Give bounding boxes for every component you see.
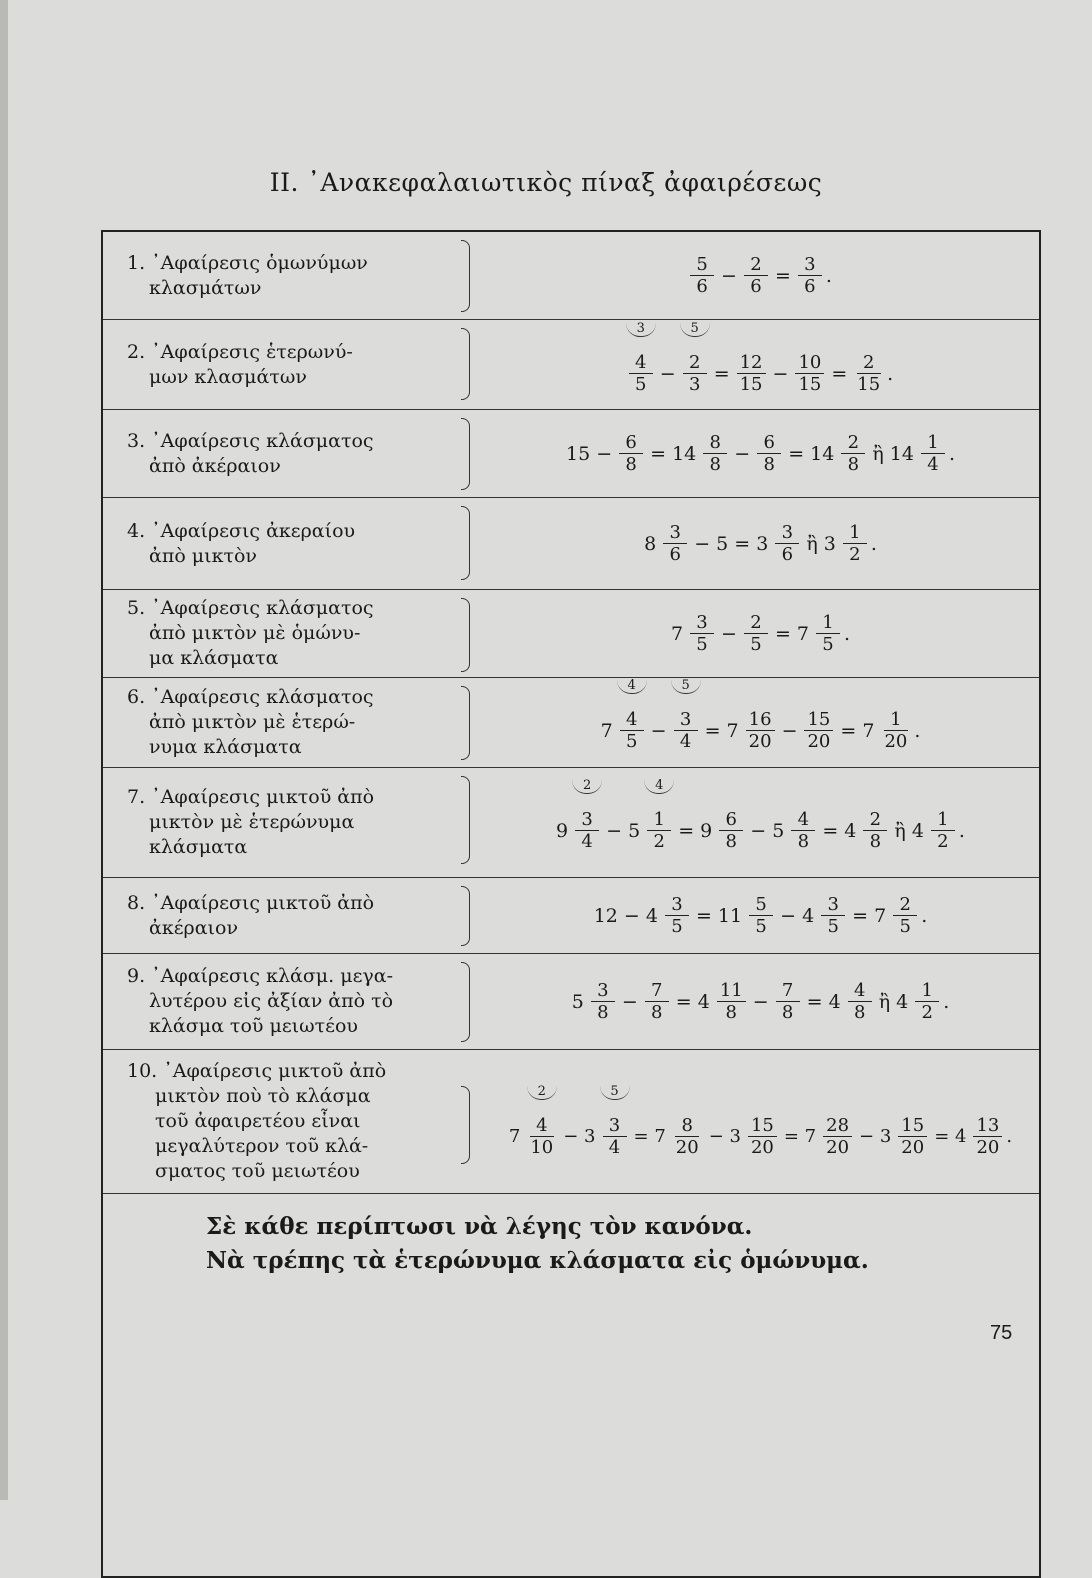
- fraction: $\frac{2}{5}$: [893, 894, 917, 937]
- fraction: $\frac{3}{5}$: [821, 894, 845, 937]
- label-line: νυμα κλάσματα: [149, 736, 302, 758]
- amplifier-mark: 5: [600, 1085, 630, 1100]
- fraction: 2 3 4: [575, 809, 599, 852]
- fraction: $\frac{1}{2}$: [915, 980, 939, 1023]
- fraction: 5 2 3: [683, 352, 707, 395]
- amplifier-mark: 2: [572, 779, 602, 794]
- amplifier-mark: 2: [527, 1085, 557, 1100]
- table-row: [103, 320, 1039, 410]
- row-expression: 9 2 3 4 − 5 4 1 2 = 9 $\frac{6}{8}$ − 5 $\frac{4}{8}$ = 4 $\frac{2}{8}$ ἢ 4 $\frac{1}{2}$ .: [556, 778, 965, 852]
- fraction: $\frac{7}{8}$: [645, 980, 669, 1023]
- rule-line: Σὲ κάθε περίπτωσι νὰ λέγης τὸν κανόνα.: [206, 1213, 753, 1240]
- table-row: [103, 954, 1039, 1050]
- amplifier-mark: 5: [671, 679, 701, 694]
- row-label: [127, 410, 479, 497]
- brace: [461, 776, 470, 864]
- row-expression: 8 $\frac{3}{6}$ − 5 = 3 $\frac{3}{6}$ ἢ 3 $\frac{1}{2}$ .: [644, 522, 877, 565]
- label-line: μα κλάσματα: [149, 647, 279, 669]
- label-line: 3. ᾿Αφαίρεσις κλάσματος: [127, 429, 374, 452]
- amplifier-mark: 3: [626, 322, 656, 337]
- fraction: $\frac{1}{2}$: [931, 809, 955, 852]
- fraction: $\frac{28}{20}$: [823, 1115, 852, 1158]
- rule-line: Νὰ τρέπης τὰ ἑτερώνυμα κλάσματα εἰς ὁμώνυμα.: [206, 1247, 869, 1274]
- brace: [461, 1086, 470, 1164]
- label-line: 9. ᾿Αφαίρεσις κλάσμ. μεγα-: [127, 965, 394, 987]
- fraction: 4 1 2: [647, 809, 671, 852]
- row-expression: 15 − $\frac{6}{8}$ = 14 $\frac{8}{8}$ − $\frac{6}{8}$ = 14 $\frac{2}{8}$ ἢ 14 $\frac{1}{4}$ .: [566, 432, 955, 475]
- fraction: $\frac{6}{8}$: [619, 432, 643, 475]
- label-line: μεγαλύτερον τοῦ κλά-: [155, 1135, 369, 1157]
- summary-table: [101, 230, 1041, 1578]
- label-line: ἀπὸ ἀκέραιον: [149, 454, 281, 477]
- label-line: 10. ᾿Αφαίρεσις μικτοῦ ἀπὸ: [127, 1060, 387, 1082]
- row-expression: 7 2 4 10 − 3 5 3 4 = 7 $\frac{8}{20}$ − 3 $\frac{15}{20}$ = 7 $\frac{28}{20}$ − 3 $\frac{15}{20}$ = 4 $\frac{13}{20}$ .: [508, 1084, 1013, 1158]
- fraction: $\frac{3}{6}$: [775, 522, 799, 565]
- brace: [461, 686, 470, 760]
- label-line: κλάσμα τοῦ μειωτέου: [149, 1015, 358, 1037]
- label-line: 8. ᾿Αφαίρεσις μικτοῦ ἀπὸ: [127, 891, 375, 914]
- fraction: $\frac{3}{6}$: [798, 254, 822, 297]
- label-line: μων κλασμάτων: [149, 365, 307, 388]
- label-line: μικτὸν ποὺ τὸ κλάσμα: [155, 1085, 371, 1107]
- fraction: $\frac{1}{20}$: [884, 709, 908, 752]
- amplifier-mark: 5: [680, 322, 710, 337]
- row-label: [127, 498, 479, 589]
- fraction: $\frac{13}{20}$: [973, 1115, 1002, 1158]
- fraction: $\frac{10}{15}$: [795, 352, 824, 395]
- row-expression: 12 − 4 $\frac{3}{5}$ = 11 $\frac{5}{5}$ − 4 $\frac{3}{5}$ = 7 $\frac{2}{5}$ .: [593, 894, 928, 937]
- fraction: $\frac{6}{8}$: [757, 432, 781, 475]
- fraction: $\frac{15}{20}$: [804, 709, 833, 752]
- table-row: [103, 678, 1039, 768]
- fraction: $\frac{4}{8}$: [848, 980, 872, 1023]
- label-line: μικτὸν μὲ ἑτερώνυμα: [149, 811, 355, 833]
- fraction: $\frac{2}{5}$: [744, 612, 768, 655]
- fraction: 4 4 5: [620, 709, 644, 752]
- table-row: [103, 232, 1039, 320]
- label-line: 4. ᾿Αφαίρεσις ἀκεραίου: [127, 519, 356, 542]
- brace: [461, 418, 470, 490]
- row-expression: 7 4 4 5 − 5 3 4 = 7 $\frac{16}{20}$ − $\frac{15}{20}$ = 7 $\frac{1}{20}$ .: [600, 678, 921, 752]
- brace: [461, 240, 470, 312]
- fraction: $\frac{2}{8}$: [863, 809, 887, 852]
- brace: [461, 328, 470, 400]
- fraction: $\frac{1}{5}$: [816, 612, 840, 655]
- fraction: 3 4 5: [629, 352, 653, 395]
- fraction: $\frac{2}{15}$: [857, 352, 881, 395]
- fraction: $\frac{8}{20}$: [675, 1115, 699, 1158]
- label-line: κλάσματα: [149, 836, 248, 858]
- row-expression: 3 4 5 − 5 2 3 = $\frac{12}{15}$ − $\frac{10}{15}$ = $\frac{2}{15}$ .: [483, 320, 1035, 409]
- fraction: $\frac{15}{20}$: [898, 1115, 927, 1158]
- fraction: $\frac{4}{8}$: [791, 809, 815, 852]
- fraction: 5 3 4: [603, 1115, 627, 1158]
- label-line: ἀπὸ μικτὸν: [149, 544, 257, 567]
- table-row: [103, 410, 1039, 498]
- fraction: $\frac{11}{8}$: [717, 980, 746, 1023]
- fraction: $\frac{16}{20}$: [746, 709, 775, 752]
- fraction: $\frac{3}{5}$: [665, 894, 689, 937]
- row-label: [127, 878, 479, 953]
- fraction: $\frac{1}{4}$: [921, 432, 945, 475]
- book-spine-edge: [0, 0, 8, 1500]
- label-line: 2. ᾿Αφαίρεσις ἑτερωνύ-: [127, 340, 353, 363]
- fraction: $\frac{2}{8}$: [841, 432, 865, 475]
- table-row: [103, 768, 1039, 878]
- fraction: $\frac{5}{6}$: [690, 254, 714, 297]
- row-expression: 7 $\frac{3}{5}$ − $\frac{2}{5}$ = 7 $\frac{1}{5}$ .: [670, 612, 851, 655]
- table-row: [103, 878, 1039, 954]
- amplifier-mark: 4: [617, 679, 647, 694]
- fraction: $\frac{2}{6}$: [744, 254, 768, 297]
- fraction: $\frac{6}{8}$: [719, 809, 743, 852]
- label-line: ἀπὸ μικτὸν μὲ ὁμώνυ-: [149, 622, 361, 644]
- fraction: $\frac{5}{5}$: [749, 894, 773, 937]
- label-line: 1. ᾿Αφαίρεσις ὁμωνύμων: [127, 251, 368, 274]
- rules-footer: [103, 1198, 1039, 1278]
- brace: [461, 962, 470, 1042]
- label-line: 7. ᾿Αφαίρεσις μικτοῦ ἀπὸ: [127, 786, 375, 808]
- fraction: $\frac{7}{8}$: [776, 980, 800, 1023]
- brace: [461, 598, 470, 672]
- fraction: $\frac{3}{8}$: [591, 980, 615, 1023]
- label-line: 5. ᾿Αφαίρεσις κλάσματος: [127, 597, 374, 619]
- label-line: κλασμάτων: [149, 276, 262, 299]
- brace: [461, 886, 470, 946]
- fraction: $\frac{3}{6}$: [663, 522, 687, 565]
- brace: [461, 506, 470, 580]
- label-line: σματος τοῦ μειωτέου: [155, 1160, 360, 1182]
- section-title: II. ᾿Ανακεφαλαιωτικὸς πίναξ ἀφαιρέσεως: [269, 168, 823, 197]
- table-row: [103, 1050, 1039, 1194]
- label-line: λυτέρου εἰς ἀξίαν ἀπὸ τὸ: [149, 990, 394, 1012]
- fraction: $\frac{15}{20}$: [748, 1115, 777, 1158]
- label-line: ἀπὸ μικτὸν μὲ ἑτερώ-: [149, 711, 356, 733]
- label-line: ἀκέραιον: [149, 916, 238, 939]
- page-number: 75: [990, 1322, 1013, 1344]
- row-label: [127, 320, 479, 409]
- fraction: $\frac{12}{15}$: [737, 352, 766, 395]
- row-expression: 5 $\frac{3}{8}$ − $\frac{7}{8}$ = 4 $\frac{11}{8}$ − $\frac{7}{8}$ = 4 $\frac{4}{8}$ ἢ 4 $\frac{1}{2}$ .: [571, 980, 950, 1023]
- row-label: [127, 590, 479, 677]
- row-label: [127, 678, 479, 767]
- fraction: $\frac{8}{8}$: [703, 432, 727, 475]
- label-line: τοῦ ἀφαιρετέου εἶναι: [155, 1110, 361, 1132]
- fraction: $\frac{1}{2}$: [843, 522, 867, 565]
- fraction: 2 4 10: [527, 1115, 556, 1158]
- fraction: $\frac{3}{5}$: [690, 612, 714, 655]
- row-label: [127, 768, 479, 877]
- row-label: [127, 232, 479, 319]
- amplifier-mark: 4: [644, 779, 674, 794]
- row-label: [127, 954, 479, 1049]
- fraction: 5 3 4: [674, 709, 698, 752]
- table-row: [103, 498, 1039, 590]
- label-line: 6. ᾿Αφαίρεσις κλάσματος: [127, 686, 374, 708]
- row-label: [127, 1050, 479, 1193]
- table-row: [103, 590, 1039, 678]
- row-expression: $\frac{5}{6}$ − $\frac{2}{6}$ = $\frac{3}{6}$ .: [483, 232, 1035, 319]
